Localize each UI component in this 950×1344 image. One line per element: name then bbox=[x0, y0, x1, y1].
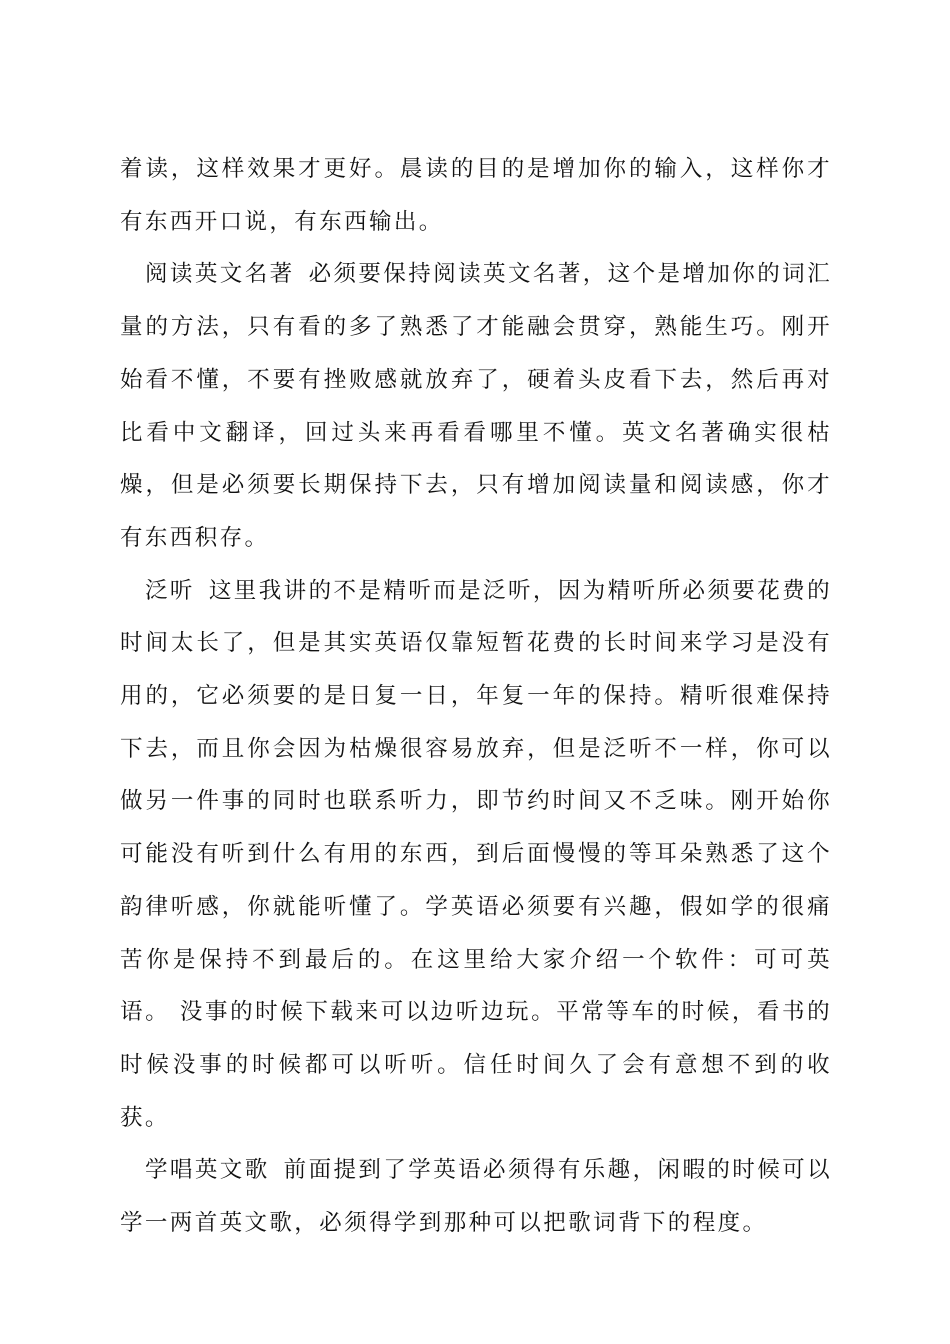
paragraph-english-songs bbox=[120, 1144, 832, 1249]
paragraph-heading: 阅读英文名著 bbox=[145, 261, 295, 288]
paragraph-text: 着读，这样效果才更好。晨读的目的是增加你的输入，这样你才有东西开口说，有东西输出。 bbox=[120, 156, 832, 235]
paragraph-reading-classics bbox=[120, 248, 832, 564]
paragraph-heading: 学唱英文歌 bbox=[145, 1157, 270, 1184]
paragraph-text: 前面提到了学英语必须得有乐趣，闲暇的时候可以学一两首英文歌，必须得学到那种可以把歌词背下的程度。 bbox=[120, 1157, 832, 1237]
paragraph-text: 必须要保持阅读英文名著，这个是增加你的词汇量的方法，只有看的多了熟悉了才能融会贯穿，熟能生巧。刚开始看不懂，不要有挫败感就放弃了，硬着头皮看下去，然后再对比看中文翻译，回过头来再看看哪里不懂。英文名著确实很枯燥，但是必须要长期保持下去，只有增加阅读量和阅读感，你才有东西积存。 bbox=[120, 261, 832, 551]
paragraph-text: 这里我讲的不是精听而是泛听，因为精听所必须要花费的时间太长了，但是其实英语仅靠短暂花费的长时间来学习是没有用的，它必须要的是日复一日，年复一年的保持。精听很难保持下去，而且你会因为枯燥很容易放弃，但是泛听不一样，你可以做另一件事的同时也联系听力，即节约时间又不乏味。刚开始你可能没有听到什么有用的东西，到后面慢慢的等耳朵熟悉了这个韵律听感，你就能听懂了。学英语必须要有兴趣，假如学的很痛苦你是保持不到最后的。在这里给大家介绍一个软件：可可英语。 没事的时候下载来可以边听边玩。平常等车的时候，看书的时候没事的时候都可以听听。信任时间久了会有意想不到的收获。 bbox=[120, 577, 832, 1131]
paragraph-heading: 泛听 bbox=[145, 577, 195, 604]
paragraph-extensive-listening bbox=[120, 565, 832, 1145]
paragraph-continuation bbox=[120, 143, 832, 248]
document-body bbox=[120, 143, 832, 1250]
